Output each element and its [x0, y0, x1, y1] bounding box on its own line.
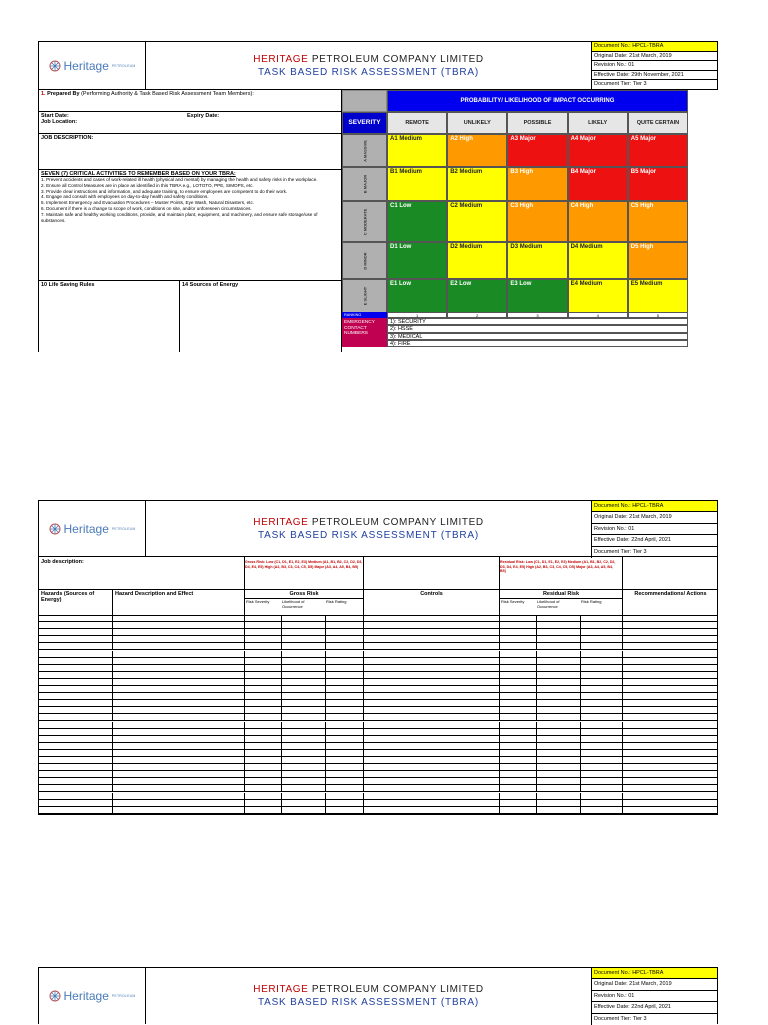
probability-column-header: QUITE CERTAIN [628, 112, 688, 134]
ranking-number: 3 [507, 312, 567, 318]
risk-cell: D2 Medium [447, 242, 507, 279]
table-row[interactable] [39, 693, 717, 700]
emergency-contact-row[interactable]: 3): MEDICAL [387, 333, 688, 340]
risk-cell: B5 Major [628, 167, 688, 201]
company-logo [39, 501, 146, 556]
severity-row-label: A MASSIVE [342, 134, 387, 167]
document-meta [591, 42, 717, 90]
life-saving-rules-label: 10 Life Saving Rules [41, 282, 95, 288]
risk-cell: D5 High [628, 242, 688, 279]
severity-header: SEVERITY [342, 112, 387, 134]
company-name: HERITAGE PETROLEUM COMPANY LIMITED [253, 53, 484, 65]
risk-cell: D3 Medium [507, 242, 567, 279]
table-row[interactable] [39, 643, 717, 650]
logo-emblem-icon [49, 60, 61, 72]
risk-cell: A3 Major [507, 134, 567, 167]
document-meta [591, 968, 717, 1025]
table-row[interactable] [39, 750, 717, 757]
job-description-field[interactable]: JOB DESCRIPTION: [39, 134, 342, 170]
emergency-contact-row[interactable]: 4): FIRE [387, 340, 688, 347]
risk-cell: B4 Major [568, 167, 628, 201]
gross-risk-header: Gross Risk [289, 591, 319, 597]
logo-emblem-icon [49, 523, 61, 535]
document-meta [591, 501, 717, 558]
emergency-contact-row[interactable]: 1): SECURITY [387, 318, 688, 325]
risk-cell: A4 Major [568, 134, 628, 167]
hazards-header: Hazards (Sources of Energy) [41, 591, 95, 603]
company-name: HERITAGE PETROLEUM COMPANY LIMITED [253, 984, 484, 995]
logo-wordmark: Heritage [63, 989, 109, 1003]
risk-cell: E2 Low [447, 279, 507, 313]
document-tier: Document Tier: Tier 3 [594, 81, 647, 88]
ranking-number: 5 [628, 312, 688, 318]
emergency-contact-row[interactable]: 2): HSSE [387, 325, 688, 332]
table-row[interactable] [39, 707, 717, 714]
logo-subtext: PETROLEUM [111, 63, 136, 68]
logo-subtext: PETROLEUM [111, 994, 136, 998]
severity-row-label: E SLIGHT [342, 279, 387, 313]
document-tier: Document Tier: Tier 3 [594, 548, 647, 555]
prepared-by-field[interactable]: 1. Prepared By (Performing Authority & Task Based Risk Assessment Team Members): [39, 90, 342, 112]
document-title: TASK BASED RISK ASSESSMENT (TBRA) [257, 529, 480, 541]
controls-header: Controls [420, 591, 443, 597]
job-description-label: Job description: [41, 559, 84, 565]
original-date: Original Date: 21st March, 2019 [592, 52, 717, 62]
risk-cell: E1 Low [387, 279, 447, 313]
effective-date: Effective Date: 22nd April, 2021 [592, 1002, 717, 1013]
original-date: Original Date: 21st March, 2019 [592, 512, 717, 523]
table-row[interactable] [39, 743, 717, 750]
residual-risk-legend: Residual Risk: Low (C1, D1, E1, E2, E3) Medium (A1, B1, B2, C2, D2, D3, D4, E4, E5) High (A2, B3, C3, C4, C5, D5) Major (A3, A4, A5, B4, B5) [500, 560, 616, 574]
company-logo [39, 42, 146, 89]
probability-title: PROBABILITY/ LIKELIHOOD OF IMPACT OCCURRING [387, 90, 688, 112]
risk-cell: A5 Major [628, 134, 688, 167]
effective-date: Effective Date: 22nd April, 2021 [592, 535, 717, 546]
emergency-label: EMERGENCY CONTACT NUMBERS [342, 318, 387, 347]
probability-column-header: LIKELY [568, 112, 628, 134]
logo-wordmark: Heritage [63, 521, 109, 536]
table-row[interactable] [39, 629, 717, 636]
doc-number: Document No.: HPCL-TBRA [592, 501, 717, 512]
job-location-label: Job Location: [41, 119, 78, 125]
risk-cell: C4 High [568, 201, 628, 242]
severity-row-label: D MINOR [342, 242, 387, 279]
risk-cell: C2 Medium [447, 201, 507, 242]
document-header [38, 500, 718, 557]
start-date-label: Start Date: [41, 113, 69, 119]
risk-cell: C1 Low [387, 201, 447, 242]
risk-cell: C3 High [507, 201, 567, 242]
severity-row-label: C MODERATE [342, 201, 387, 242]
document-header [38, 967, 718, 1024]
register-head-1 [39, 557, 717, 590]
revision-no: Revision No.: 01 [592, 524, 717, 535]
doc-number: Document No.: HPCL-TBRA [592, 42, 717, 52]
probability-column-header: REMOTE [387, 112, 447, 134]
residual-risk-header: Residual Risk [542, 591, 580, 597]
effective-date: Effective Date: 29th November, 2021 [592, 71, 717, 81]
register-head-2: Hazards (Sources of Energy) Hazard Description and Effect Gross Risk Risk Severity Likelihood of Occurrence Risk Rating Controls Residual Risk Risk Severity Likelihood of Occurrence Risk Rating Recommendations/ Actions [39, 589, 717, 616]
table-row[interactable] [39, 615, 717, 622]
risk-register [38, 557, 718, 815]
ranking-label: RANKING [342, 312, 387, 318]
risk-cell: B1 Medium [387, 167, 447, 201]
gross-risk-legend: Gross Risk: Low (C1, D1, E1, E2, E3) Medium (A1, B1, B2, C2, D2, D3, D4, E4, E5) High (A2, B3, C3, C4, C5, D5) Major (A3, A4, A5, B4, B5) [245, 560, 363, 569]
table-row[interactable] [39, 700, 717, 707]
document-title: TASK BASED RISK ASSESSMENT (TBRA) [257, 66, 480, 78]
table-row[interactable] [39, 729, 717, 736]
table-row[interactable] [39, 651, 717, 658]
logo-subtext: PETROLEUM [111, 526, 136, 531]
document-tier: Document Tier: Tier 3 [594, 1015, 647, 1022]
risk-cell: E3 Low [507, 279, 567, 313]
risk-cell: E4 Medium [568, 279, 628, 313]
revision-no: Revision No.: 01 [592, 991, 717, 1002]
document-title: TASK BASED RISK ASSESSMENT (TBRA) [257, 997, 480, 1008]
recommendations-header: Recommendations/ Actions [634, 591, 707, 597]
table-row[interactable] [39, 679, 717, 686]
table-row[interactable] [39, 785, 717, 792]
ranking-number: 1 [387, 312, 447, 318]
table-row[interactable] [39, 658, 717, 665]
rules-and-energy [39, 281, 342, 352]
matrix-corner [342, 90, 387, 112]
ranking-number: 4 [568, 312, 628, 318]
ranking-number: 2 [447, 312, 507, 318]
risk-cell: B2 Medium [447, 167, 507, 201]
risk-cell: C5 High [628, 201, 688, 242]
table-row[interactable] [39, 771, 717, 778]
table-row[interactable] [39, 807, 717, 814]
table-row[interactable] [39, 714, 717, 721]
table-row[interactable] [39, 778, 717, 785]
document-header [38, 41, 718, 90]
expiry-date-label: Expiry Date: [187, 113, 220, 119]
table-row[interactable] [39, 636, 717, 643]
table-row[interactable] [39, 736, 717, 743]
probability-column-header: POSSIBLE [507, 112, 567, 134]
table-row[interactable] [39, 686, 717, 693]
table-row[interactable] [39, 764, 717, 771]
original-date: Original Date: 21st March, 2019 [592, 979, 717, 990]
sources-energy-label: 14 Sources of Energy [182, 282, 239, 288]
severity-row-label: B MAJOR [342, 167, 387, 201]
table-row[interactable] [39, 757, 717, 764]
critical-activities: SEVEN (7) CRITICAL ACTIVITIES TO REMEMBER BASED ON YOUR TBRA: 1. Prevent accidents and cases of work-related ill health (physical and mental) by managing the health and safety risks in the workplace. 2. Ensure all Control Measures are in place as identified in this TBRA e.g., LOTOTO, PPE, SIMOPS, etc. 3. Provide clear instructions and information, and adequate training, to ensure employees are competent to do their work. 4. Engage and consult with employees on day-to-day health and safety conditions. 5. Implement Emergency and Evacuation Procedures – Muster Points, Eye Wash, Natural Disasters, etc. 6. Document if there is a change to scope of work, conditions on site, and/or unforeseen circumstances. 7. Maintain safe and healthy working conditions, provide, and maintain plant, equipment, and machinery, and ensure safe storage/use of substances. [39, 170, 342, 281]
logo-emblem-icon [49, 990, 61, 1002]
risk-cell: A2 High [447, 134, 507, 167]
probability-column-header: UNLIKELY [447, 112, 507, 134]
dates-location-field[interactable] [39, 112, 342, 134]
company-logo [39, 968, 146, 1024]
risk-cell: E5 Medium [628, 279, 688, 313]
table-row[interactable] [39, 800, 717, 807]
hazard-description-header: Hazard Description and Effect [115, 591, 194, 597]
table-row[interactable] [39, 665, 717, 672]
logo-wordmark: Heritage [63, 58, 109, 73]
table-row[interactable] [39, 793, 717, 800]
risk-cell: A1 Medium [387, 134, 447, 167]
company-name: HERITAGE PETROLEUM COMPANY LIMITED [253, 516, 484, 528]
table-row[interactable] [39, 722, 717, 729]
table-row[interactable] [39, 622, 717, 629]
risk-cell: D4 Medium [568, 242, 628, 279]
table-row[interactable] [39, 672, 717, 679]
revision-no: Revision No.: 01 [592, 61, 717, 71]
risk-cell: D1 Low [387, 242, 447, 279]
doc-number: Document No.: HPCL-TBRA [592, 968, 717, 979]
risk-cell: B3 High [507, 167, 567, 201]
